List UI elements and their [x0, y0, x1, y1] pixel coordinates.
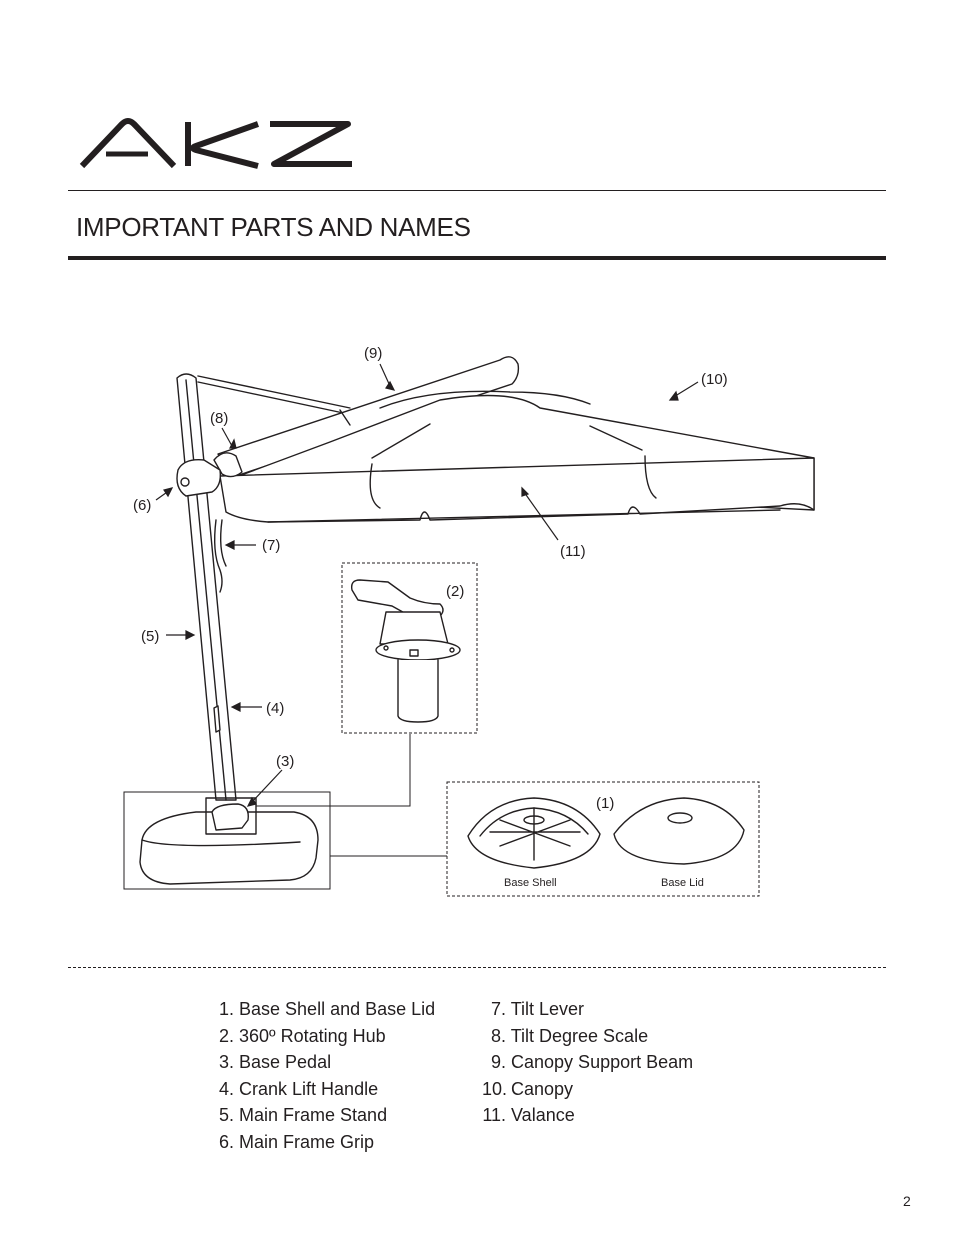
item-label: Base Shell and Base Lid [239, 999, 436, 1019]
item-number: 6. [218, 1131, 234, 1152]
callout-7: (7) [262, 537, 281, 554]
section-divider [68, 967, 886, 968]
item-number: 10. [482, 1078, 508, 1099]
akz-logo [78, 118, 354, 170]
item-label: Canopy Support Beam [511, 1052, 694, 1072]
callout-6: (6) [133, 497, 152, 514]
item-number: 5. [218, 1105, 234, 1125]
item-number: 11. [482, 1105, 506, 1125]
item-label: Valance [511, 1105, 575, 1125]
item-label: Base Pedal [239, 1052, 332, 1072]
callout-8: (8) [210, 410, 229, 427]
parts-list-right [482, 996, 693, 1129]
list-item [482, 996, 693, 1023]
list-item [210, 1049, 435, 1076]
umbrella-parts-diagram [0, 330, 954, 910]
header-rule [68, 190, 886, 191]
item-label: Main Frame Stand [239, 1105, 388, 1125]
list-item [210, 1076, 435, 1103]
item-number: 8. [490, 1025, 506, 1046]
callout-4: (4) [266, 700, 285, 717]
item-number: 2. [218, 1025, 234, 1046]
item-number: 9. [490, 1052, 506, 1072]
parts-list-left [210, 996, 435, 1155]
title-rule [68, 256, 886, 260]
item-label: Crank Lift Handle [239, 1078, 379, 1099]
page-title: IMPORTANT PARTS AND NAMES [76, 212, 471, 242]
callout-3: (3) [276, 753, 295, 770]
callout-9: (9) [364, 345, 383, 362]
item-number: 3. [218, 1052, 234, 1072]
list-item [210, 1023, 435, 1050]
base-shell-caption: Base Shell [504, 877, 557, 889]
item-number: 7. [490, 999, 506, 1019]
callout-10: (10) [701, 371, 728, 388]
list-item [210, 1102, 435, 1129]
list-item [482, 1023, 693, 1050]
callout-2: (2) [446, 583, 465, 600]
item-number: 4. [218, 1078, 234, 1099]
item-label: Tilt Degree Scale [510, 1025, 649, 1046]
page-number: 2 [903, 1193, 911, 1209]
list-item [210, 996, 435, 1023]
base-lid [614, 798, 744, 864]
item-label: 360º Rotating Hub [239, 1025, 386, 1046]
list-item [482, 1076, 693, 1103]
item-label: Main Frame Grip [239, 1131, 375, 1152]
base-lid-caption: Base Lid [661, 877, 704, 889]
item-label: Tilt Lever [510, 999, 585, 1019]
list-item [482, 1049, 693, 1076]
callout-11: (11) [560, 543, 586, 560]
item-number: 1. [218, 999, 234, 1019]
list-item [482, 1102, 693, 1129]
callout-5: (5) [141, 628, 160, 645]
callout-1: (1) [596, 795, 615, 812]
list-item [210, 1129, 435, 1156]
item-label: Canopy [511, 1078, 574, 1099]
rotating-hub [352, 580, 443, 616]
